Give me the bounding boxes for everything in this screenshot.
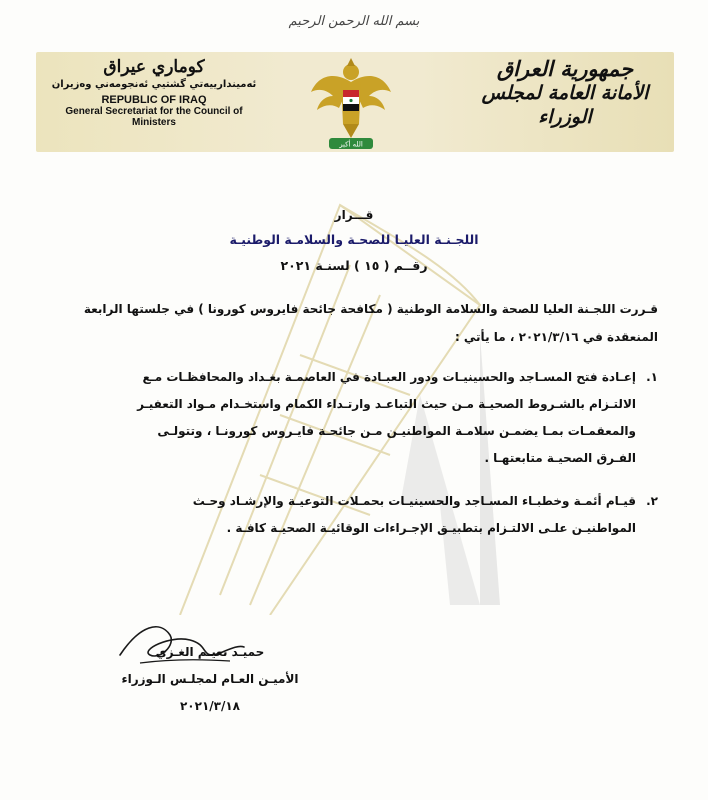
kurdish-title: كوماري عيراق [103, 57, 205, 77]
signature-date: ٢٠٢١/٣/١٨ [179, 699, 241, 713]
english-title: REPUBLIC OF IRAQ [101, 93, 207, 106]
iraq-eagle-emblem-icon [305, 52, 397, 156]
decision-item-1 [46, 364, 658, 472]
item-line: والمعقمـات بمـا يضمـن سلامـة المواطنيـن مـن جائحـة فايـروس كورونـا ، وتتولـى [157, 424, 636, 438]
item-line [46, 488, 658, 515]
item-line [46, 364, 658, 391]
letterhead-right [460, 56, 670, 130]
basmala: بسم الله الرحمن الرحيم [288, 14, 420, 29]
item-text: قيـام أئمـة وخطبـاء المسـاجد والحسينيـات بحمـلات التوعيـة والإرشـاد وحـث [192, 494, 636, 508]
item-line: الالتـزام بالشـروط الصحيـة مـن حيث التباعـد وارتـداء الكمام واستخـدام مـواد التعفيـر [137, 397, 636, 411]
kurdish-subtitle: ئه‌ميندارييه‌تي گشتيي ئه‌نجومه‌ني وه‌زيران [51, 78, 257, 90]
arabic-republic-title: جمهورية العراق [496, 56, 634, 81]
intro-line-2: المنعقدة في ٢٠٢١/٣/١٦ ، ما يأتي : [454, 330, 658, 344]
signatory-name: حميـد نعيـم الغـزي [155, 645, 265, 659]
intro-line-1: قـررت اللجـنة العليا للصحة والسلامة الوطنية ( مكافحة جائحة فايروس كورونا ) في جلستها الرابعة [83, 302, 658, 316]
item-line: المواطنيـن علـى الالتـزام بتطبيـق الإجـراءات الوقائيـة الصحيـة كافـة . [226, 521, 636, 535]
item-line: الفـرق الصحيـة متابعتهـا . [484, 451, 636, 465]
arabic-secretariat-title: الأمانة العامة لمجلس الوزراء [481, 82, 649, 128]
item-number: ١. [646, 370, 658, 384]
emblem-banner-text: الله أكبر [339, 140, 363, 149]
committee-name: اللجـنـة العليـا للصحـة والسلامـة الوطنيـة [229, 232, 479, 247]
item-text: إعـادة فتح المسـاجد والحسينيـات ودور العبـادة في العاصمـة بغـداد والمحافظـات مـع [142, 370, 636, 384]
signatory-title: الأميـن العـام لمجلـس الـوزراء [121, 672, 299, 686]
decision-number: رقــم ( ١٥ ) لسنـة ٢٠٢١ [280, 258, 428, 273]
decision-item-2 [46, 488, 658, 542]
item-number: ٢. [646, 494, 658, 508]
decision-label: قـــرار [334, 208, 374, 222]
letterhead-left [44, 58, 264, 128]
english-subtitle: General Secretariat for the Council of Ministers [65, 105, 243, 128]
